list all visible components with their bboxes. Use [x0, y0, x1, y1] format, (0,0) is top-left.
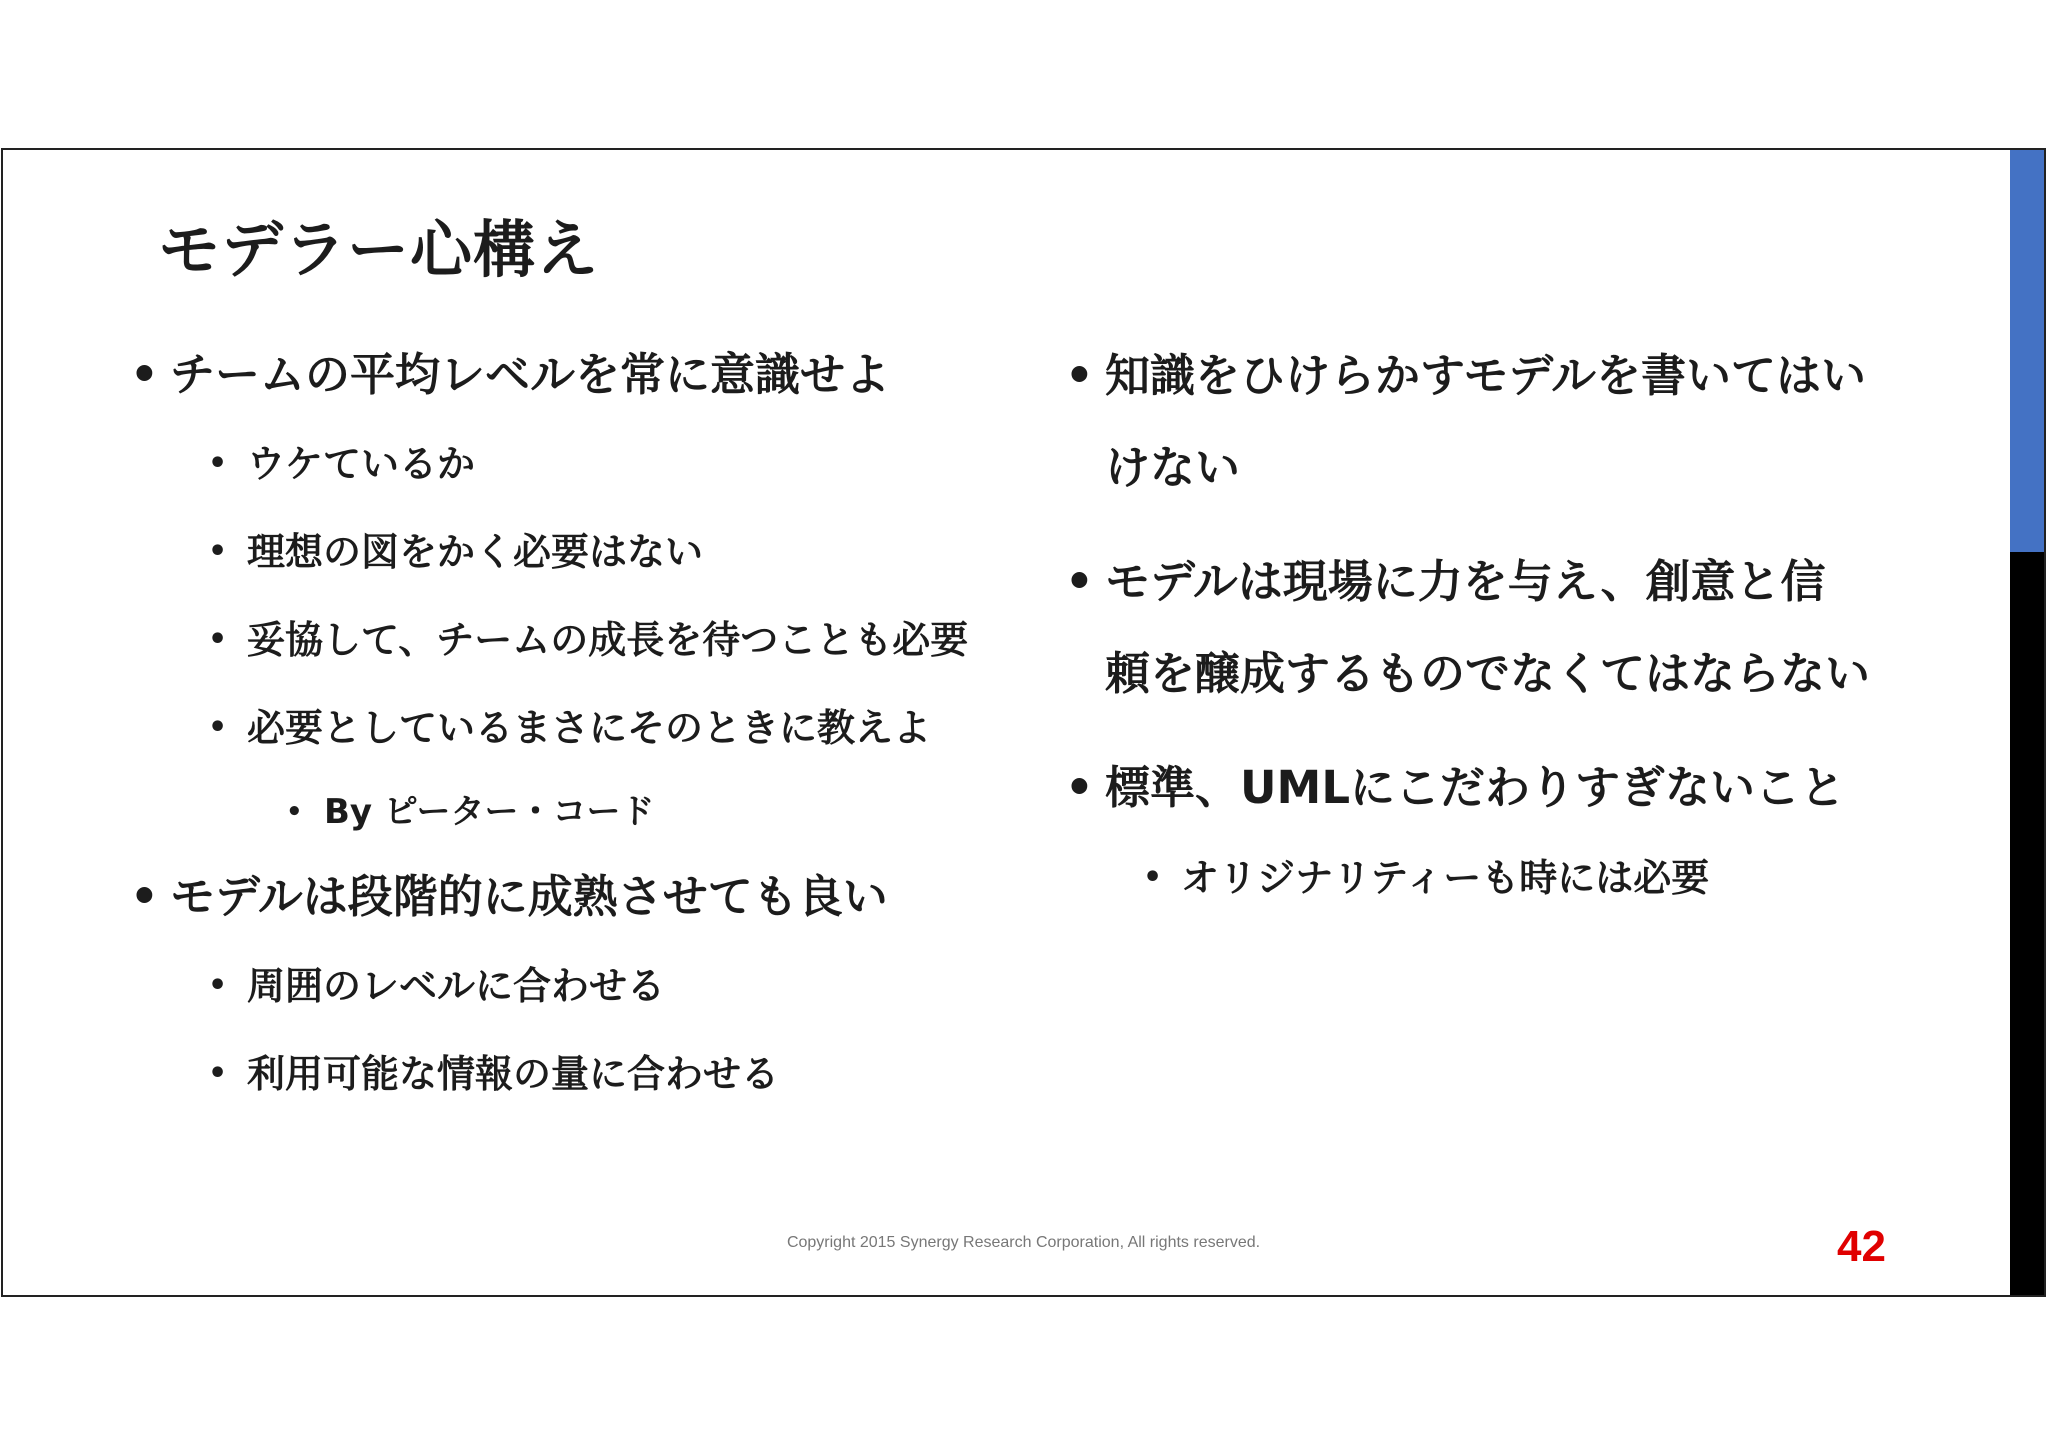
list-item: [128, 420, 1008, 508]
list-item-text-line2: 頼を醸成するものでなくてはならない: [1105, 647, 1871, 700]
list-item-text-line2: けない: [1105, 441, 1241, 494]
bullet: •: [286, 797, 303, 827]
list-item: [128, 942, 1008, 1030]
list-item: [1063, 330, 1903, 514]
bullet: •: [208, 534, 228, 569]
slide-side-bar: [2010, 150, 2044, 1295]
list-item-text-line1: 知識をひけらかすモデルを書いてはい: [1105, 349, 1866, 402]
list-item: [128, 596, 1008, 684]
copyright-footer: Copyright 2015 Synergy Research Corporation, All rights reserved.: [786, 1234, 1261, 1251]
list-item-text-line1: モデルは現場に力を与え、創意と信: [1105, 555, 1826, 608]
bullet: •: [208, 446, 228, 481]
bullet: •: [1065, 761, 1094, 814]
list-item-text: 必要としているまさにそのときに教えよ: [247, 706, 932, 750]
list-item-text: 理想の図をかく必要はない: [247, 530, 704, 574]
list-item: [128, 852, 1008, 942]
bullet: •: [130, 870, 159, 923]
list-item-text: By ピーター・コード: [324, 792, 655, 832]
list-item: [128, 1030, 1008, 1118]
bullet: •: [1065, 555, 1094, 608]
list-item-text: オリジナリティーも時には必要: [1181, 856, 1710, 900]
bullet: •: [1065, 349, 1094, 402]
left-column: [128, 330, 1008, 1118]
bullet: •: [130, 348, 159, 401]
page-number: 42: [1837, 1222, 1886, 1271]
list-item-text: チームの平均レベルを常に意識せよ: [170, 348, 891, 401]
slide-title: モデラー心構え: [158, 213, 600, 286]
list-item: [1063, 536, 1903, 720]
list-item: [128, 330, 1008, 420]
list-item: [128, 508, 1008, 596]
list-item-text-line1: 標準、UMLにこだわりすぎないこと: [1105, 761, 1845, 814]
list-item: [1063, 742, 1903, 834]
list-item-text: モデルは段階的に成熟させても良い: [170, 870, 888, 923]
bullet: •: [1143, 860, 1163, 895]
bullet: •: [208, 710, 228, 745]
list-item-text: 周囲のレベルに合わせる: [247, 964, 666, 1008]
bullet: •: [208, 968, 228, 1003]
slide: [1, 148, 2046, 1297]
slide-side-bar-accent: [2010, 150, 2044, 552]
list-item: [128, 772, 1008, 852]
list-item-text: ウケているか: [247, 442, 476, 486]
bullet: •: [208, 1056, 228, 1091]
list-item-text: 利用可能な情報の量に合わせる: [247, 1052, 780, 1096]
list-item: [1063, 834, 1903, 922]
list-item-text: 妥協して、チームの成長を待つことも必要: [247, 618, 969, 662]
bullet: •: [208, 622, 228, 657]
right-column: [1063, 330, 1903, 922]
list-item: [128, 684, 1008, 772]
